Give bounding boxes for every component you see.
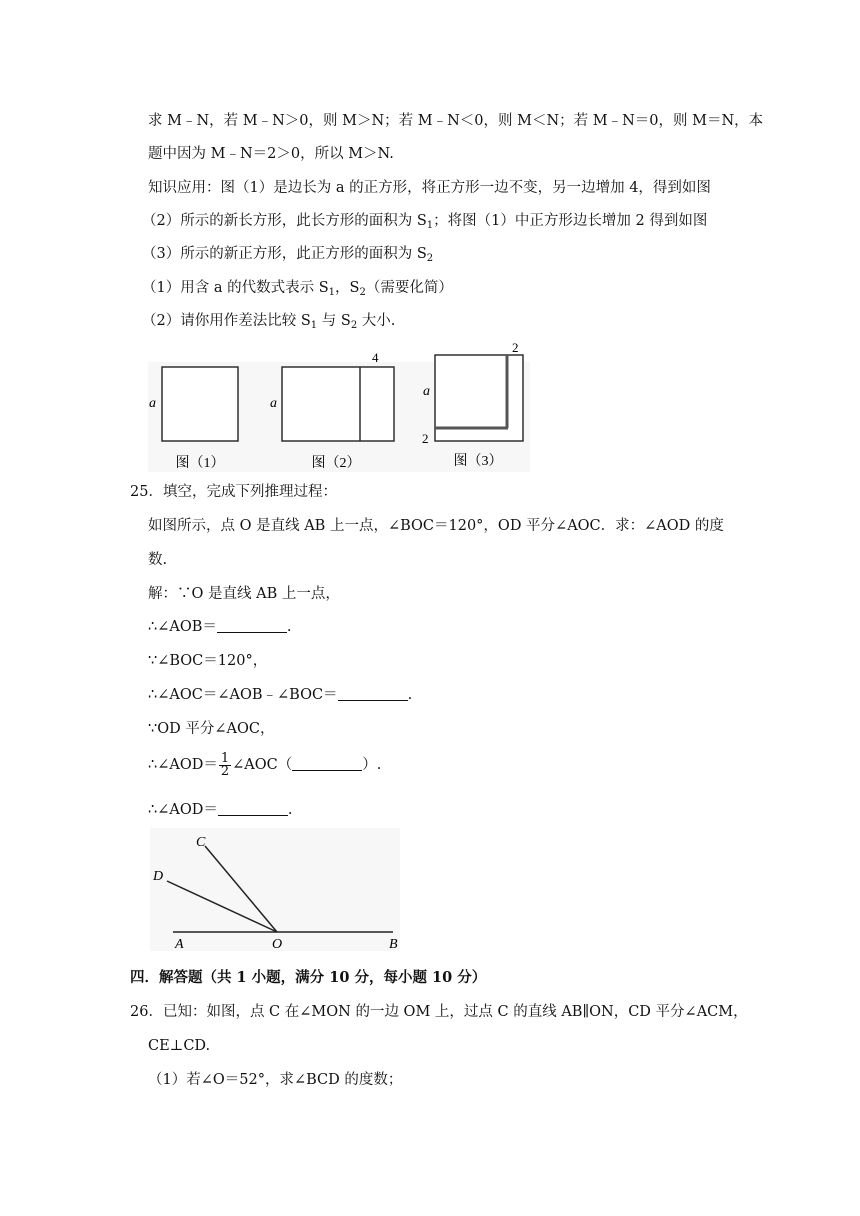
q25-problem-line-1: 如图所示，点 O 是直线 AB 上一点，∠BOC＝120°，OD 平分∠AOC．求：∠AOD 的度: [148, 518, 724, 534]
square-figures: [140, 340, 540, 475]
q25-step-2: ∵∠BOC＝120°，: [148, 653, 268, 669]
knowledge-line-3: （3）所示的新正方形，此正方形的面积为 $S_2$: [142, 246, 434, 264]
point-A: A: [175, 937, 184, 952]
fraction-one-half: $\frac{1}{2}$: [220, 750, 230, 779]
fig2-label-a: a: [270, 396, 277, 411]
q26-line-2: CE⊥CD.: [148, 1038, 211, 1054]
q26-line-3: （1）若∠O＝52°，求∠BCD 的度数；: [148, 1072, 403, 1088]
knowledge-line-1: 知识应用：图（1）是边长为 a 的正方形，将正方形一边不变，另一边增加 4，得到如图: [148, 180, 711, 196]
q25-step-3: ∴∠AOC＝∠AOB﹣∠BOC＝ .: [148, 687, 413, 703]
blank-1[interactable]: [217, 618, 287, 633]
fig2-rectangle: [282, 367, 394, 441]
knowledge-line-2: （2）所示的新长方形，此长方形的面积为 $S_1$；将图（1）中正方形边长增加 2 得到如图: [142, 213, 708, 231]
fig3-label-2-top: 2: [512, 340, 519, 355]
section-4-title: 四．解答题（共 1 小题，满分 10 分，每小题 10 分）: [130, 969, 487, 986]
angle-diagram: [145, 828, 405, 953]
q25-problem-line-2: 数.: [148, 552, 168, 568]
q25-step-6: ∴∠AOD＝ .: [148, 802, 293, 818]
fig3-caption: 图（3）: [453, 454, 503, 469]
intro-line-2: 题中因为 M﹣N＝2＞0，所以 M＞N.: [148, 146, 394, 162]
q25-step-4: ∵OD 平分∠AOC，: [148, 721, 275, 737]
blank-4[interactable]: [218, 801, 288, 816]
blank-2[interactable]: [338, 686, 408, 701]
q26-line-1: 26．已知：如图，点 C 在∠MON 的一边 OM 上，过点 C 的直线 AB∥ON，CD 平分∠ACM，: [130, 1004, 748, 1020]
fig3-label-a: a: [423, 384, 430, 399]
point-B: B: [389, 937, 398, 952]
point-C: C: [196, 835, 206, 850]
fig1-caption: 图（1）: [175, 456, 225, 471]
fig3-label-2-left: 2: [422, 431, 429, 446]
question-1: （1）用含 a 的代数式表示 $S_1$，$S_2$（需要化简）: [142, 280, 453, 298]
fig1-square: [162, 367, 238, 441]
fig1-label-a: a: [149, 396, 156, 411]
q25-step-5: ∴∠AOD＝ $\frac{1}{2}$ ∠AOC（ ）.: [148, 750, 382, 779]
blank-3[interactable]: [292, 756, 362, 771]
point-O: O: [272, 937, 283, 952]
q25-step-0: 解：∵O 是直线 AB 上一点，: [148, 586, 340, 602]
intro-line-1: 求 M﹣N，若 M﹣N＞0，则 M＞N；若 M﹣N＜0，则 M＜N；若 M﹣N＝0，则 M＝N，本: [148, 113, 764, 129]
fig2-caption: 图（2）: [311, 456, 361, 471]
q25-title: 25．填空，完成下列推理过程：: [130, 484, 337, 500]
fig2-label-4: 4: [372, 350, 379, 365]
question-2: （2）请你用作差法比较 $S_1$ 与 $S_2$ 大小.: [142, 313, 396, 331]
point-D: D: [153, 869, 164, 884]
q25-step-1: ∴∠AOB＝ .: [148, 619, 292, 635]
